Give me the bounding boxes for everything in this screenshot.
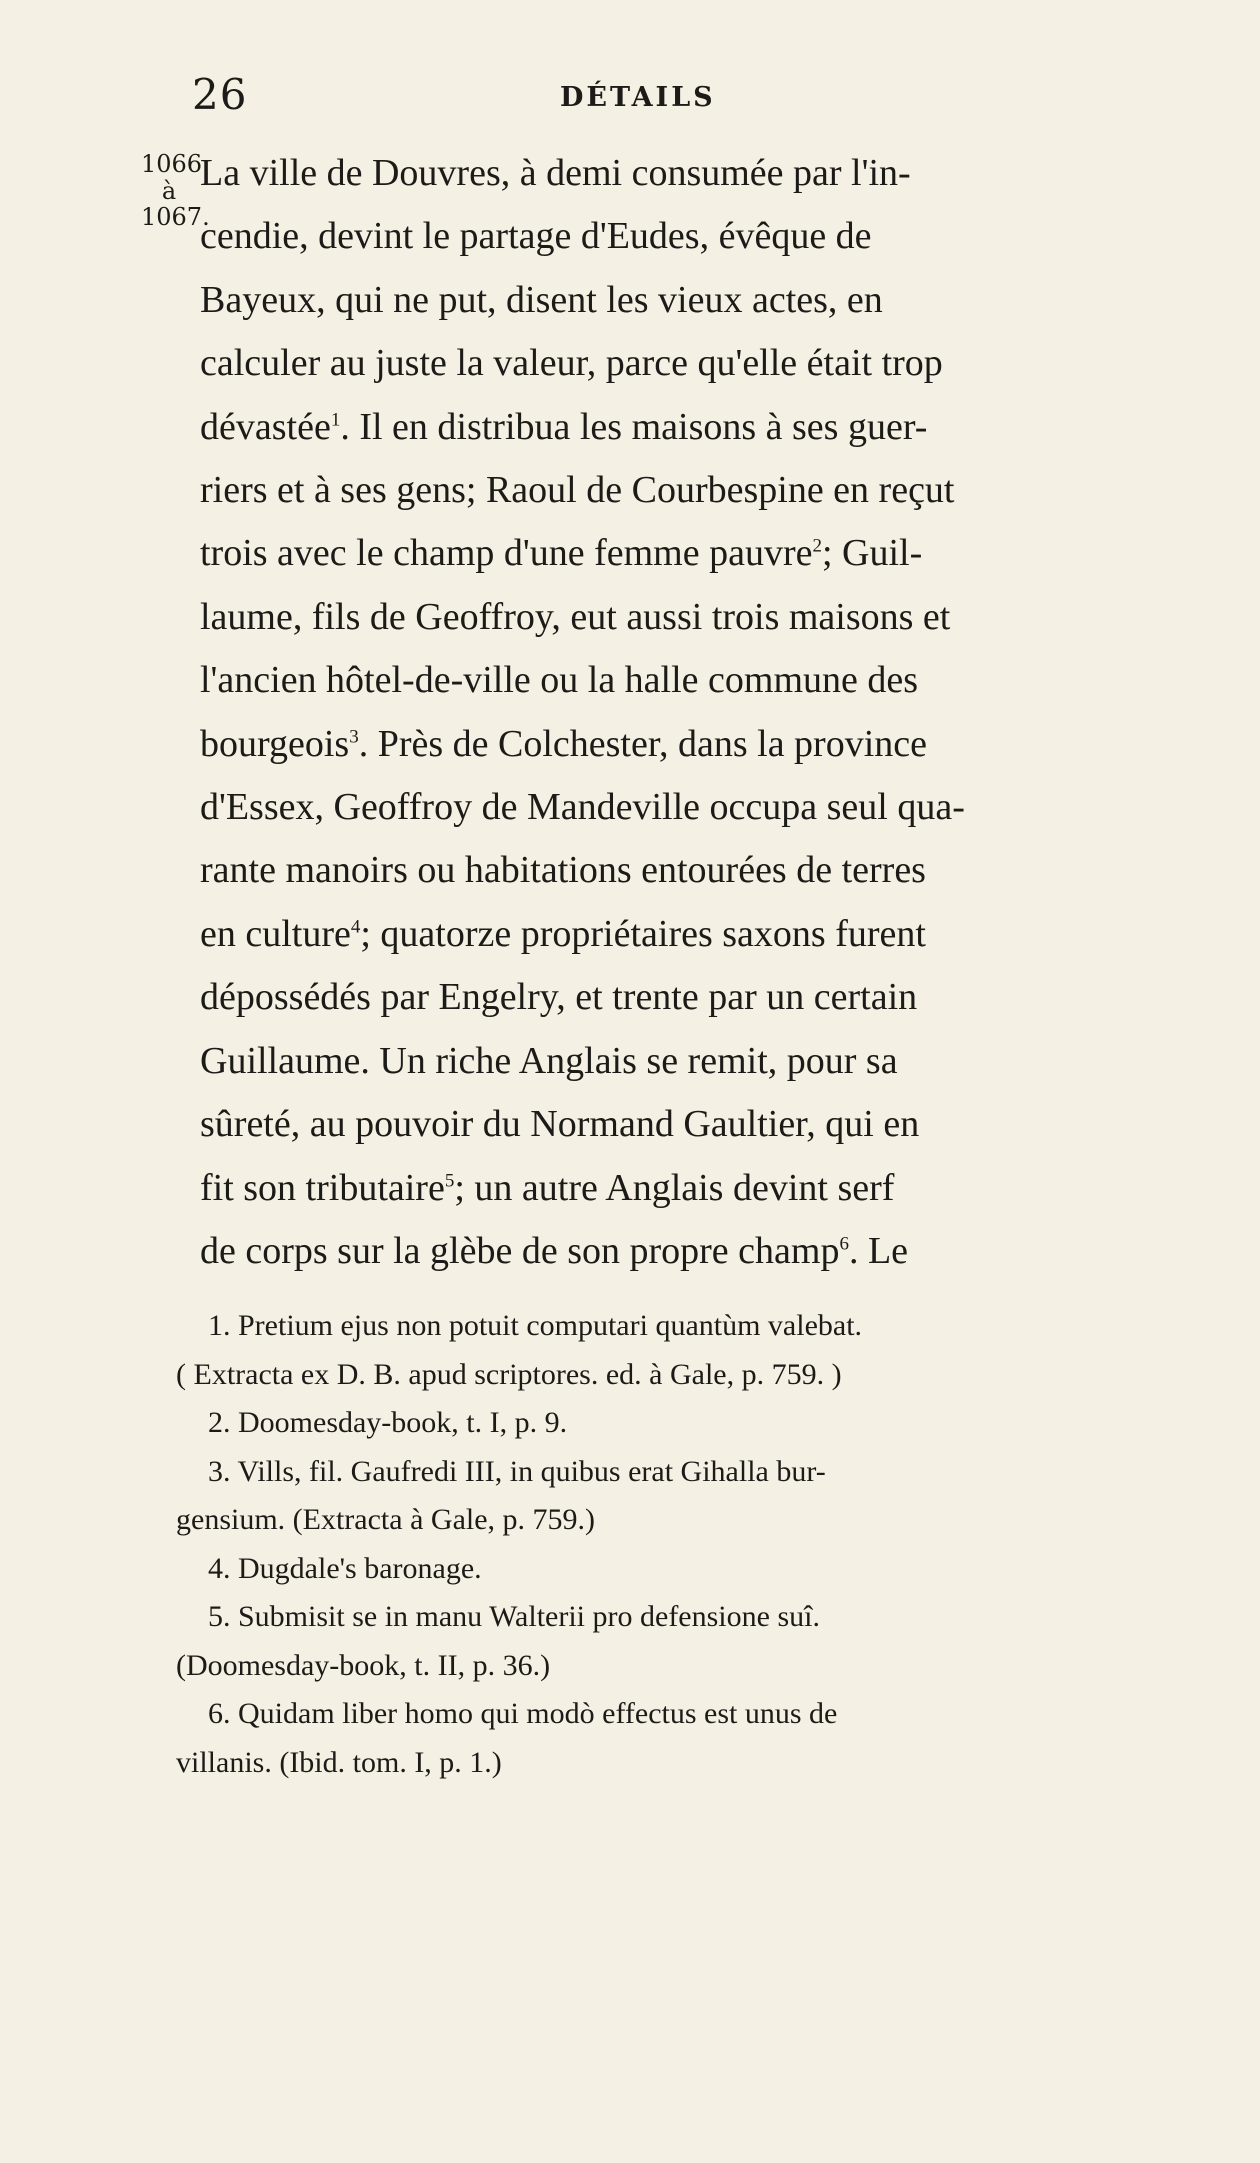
text-line: La ville de Douvres, à demi consumée par l'in-	[200, 152, 911, 194]
page-number: 26	[192, 70, 248, 119]
text-line: fit son tributaire$^5$; un autre Anglais devint serf	[200, 1166, 895, 1209]
text-line: sûreté, au pouvoir du Normand Gaultier, qui en	[200, 1103, 920, 1146]
text-line: Bayeux, qui ne put, disent les vieux actes, en	[200, 278, 883, 321]
text-line: d'Essex, Geoffroy de Mandeville occupa seul qua-	[200, 786, 965, 829]
note-ref: 3	[349, 726, 359, 747]
text-line: dépossédés par Engelry, et trente par un certain	[200, 976, 918, 1019]
text-line: l'ancien hôtel-de-ville ou la halle commune des	[200, 659, 919, 702]
footnote-1-cont: ( Extracta ex D. B. apud scriptores. ed. à Gale, p. 759. )	[176, 1357, 842, 1391]
running-title: DÉTAILS	[560, 82, 716, 113]
margin-date-separator: à	[161, 177, 177, 205]
text-line: laume, fils de Geoffroy, eut aussi trois maisons et	[200, 595, 951, 638]
text-line: en culture$^4$; quatorze propriétaires saxons furent	[200, 912, 926, 955]
footnote-6: 6. Quidam liber homo qui modò effectus est unus de	[208, 1697, 838, 1730]
footnotes	[176, 1302, 1136, 1787]
note-ref: 1	[330, 408, 341, 430]
note-ref: 6	[839, 1233, 849, 1255]
footnote-3: 3. Vills, fil. Gaufredi III, in quibus erat Gihalla bur-	[208, 1454, 826, 1488]
margin-date-to: 1067.	[141, 203, 210, 231]
text-line: rante manoirs ou habitations entourées de terres	[200, 849, 926, 892]
footnote-5-cont: (Doomesday-book, t. II, p. 36.)	[176, 1648, 551, 1682]
text-line: trois avec le champ d'une femme pauvre$^2$; Guil-	[200, 532, 923, 575]
text-line: Guillaume. Un riche Anglais se remit, pour sa	[200, 1039, 898, 1082]
text-line: dévastée$^1$. Il en distribua les maisons à ses guer-	[200, 405, 928, 448]
text-line: riers et à ses gens; Raoul de Courbespine en reçut	[200, 469, 955, 512]
text-line: calculer au juste la valeur, parce qu'elle était trop	[200, 342, 943, 385]
text-line: de corps sur la glèbe de son propre champ$^6$. Le	[200, 1229, 909, 1272]
margin-date-from: 1066	[141, 150, 203, 178]
main-text	[200, 142, 1136, 1283]
footnote-3-cont: gensium. (Extracta à Gale, p. 759.)	[176, 1503, 596, 1536]
note-ref: 5	[444, 1169, 455, 1191]
footnote-6-cont: villanis. (Ibid. tom. I, p. 1.)	[176, 1745, 502, 1779]
footnote-5: 5. Submisit se in manu Walterii pro defensione suî.	[208, 1600, 820, 1633]
margin-date	[141, 148, 210, 234]
footnote-1: 1. Pretium ejus non potuit computari quantùm valebat.	[208, 1309, 863, 1342]
text-line: bourgeois$^3$. Près de Colchester, dans la province	[200, 722, 927, 765]
footnote-4: 4. Dugdale's baronage.	[208, 1551, 482, 1585]
text-line: cendie, devint le partage d'Eudes, évêque de	[200, 215, 872, 258]
note-ref: 2	[812, 535, 822, 557]
note-ref: 4	[350, 916, 361, 938]
footnote-2: 2. Doomesday-book, t. I, p. 9.	[208, 1406, 568, 1439]
